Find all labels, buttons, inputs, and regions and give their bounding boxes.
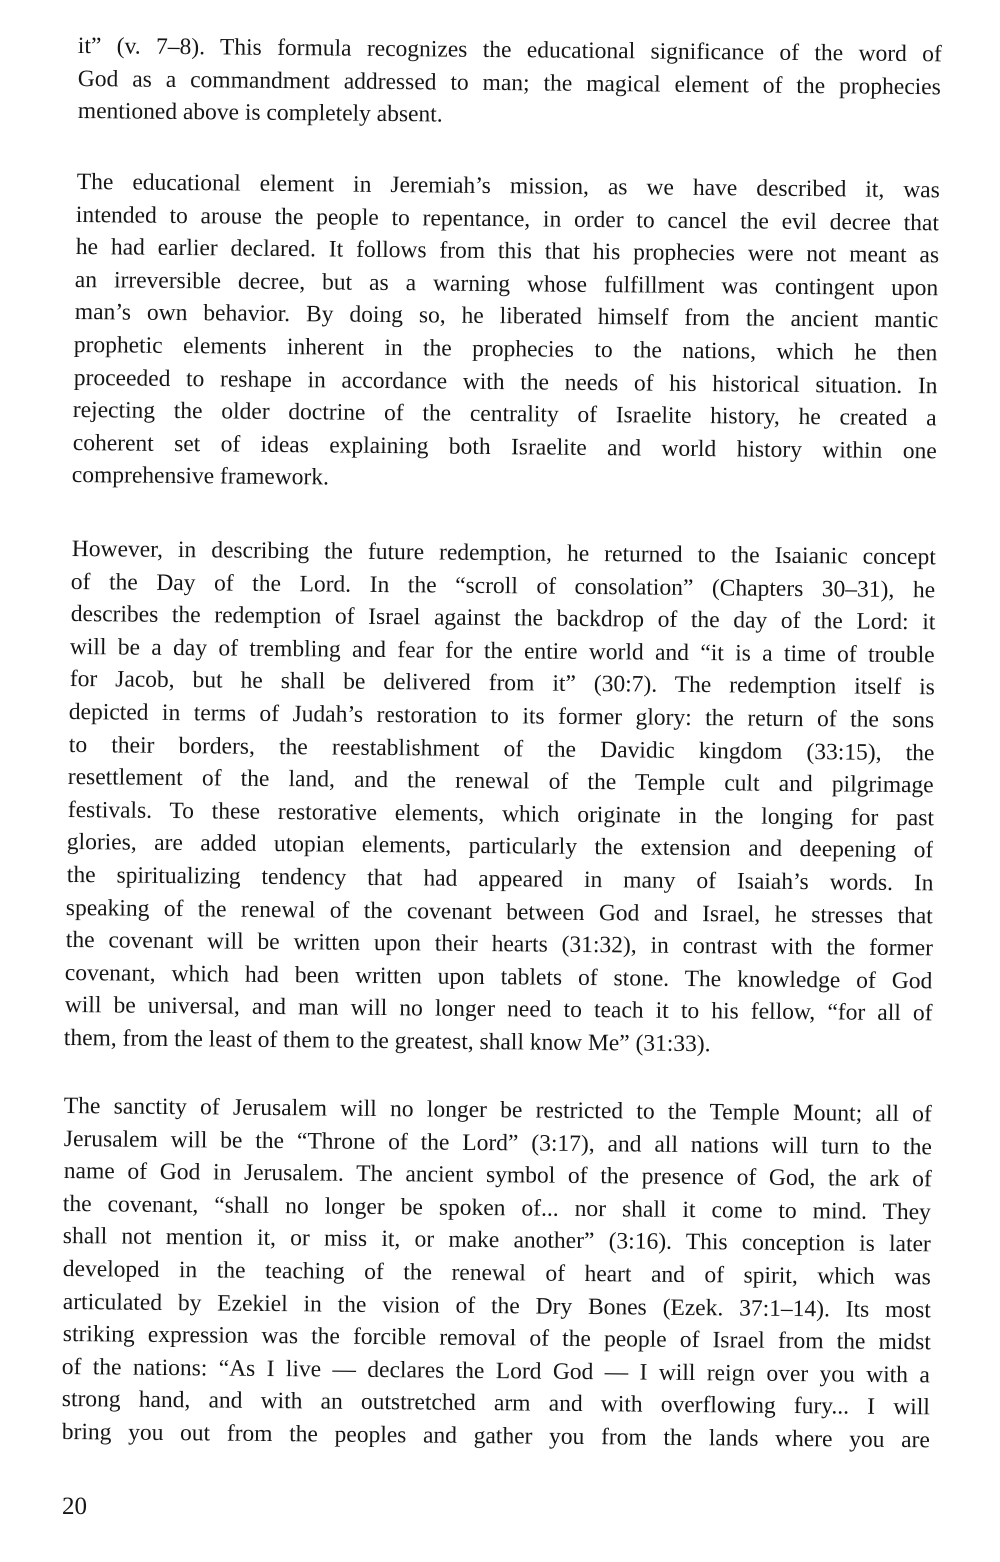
text-line: proceeded to reshape in accordance with the needs of his historical situation. In [73, 364, 938, 399]
text-line: festivals. To these restorative elements, which originate in the longing for past [67, 796, 934, 832]
text-line: resettlement of the land, and the renewal of the Temple cult and pilgrimage [68, 764, 935, 799]
text-line: for Jacob, but he shall be delivered from it” (30:7). The redemption itself is [69, 666, 935, 701]
text-line: Jerusalem will be the “Throne of the Lord” (3:17), and all nations will turn to the [63, 1125, 932, 1160]
text-line: an irreversible decree, but as a warning whose fulfillment was contingent upon [75, 266, 939, 302]
text-line: the spiritualizing tendency that had appeared in many of Isaiah’s words. In [66, 861, 934, 897]
text-line: rejecting the older doctrine of the centrality of Israelite history, he created a [72, 397, 937, 432]
text-line: articulated by Ezekiel in the vision of the Dry Bones (Ezek. 37:1–14). Its most [62, 1288, 931, 1323]
text-line: strong hand, and with an outstretched arm and with overflowing fury... I will [61, 1386, 931, 1421]
text-line: the covenant, “shall no longer be spoken of... nor shall it come to mind. They [63, 1190, 932, 1226]
text-line: of the Day of the Lord. In the “scroll of consolation” (Chapters 30–31), he [71, 568, 936, 603]
text-line: covenant, which had been written upon tablets of stone. The knowledge of God [64, 959, 933, 995]
text-line: of the nations: “As I live — declares the Lord God — I will reign over you with a [62, 1353, 931, 1389]
text-line: glories, are added utopian elements, particularly the extension and deepening of [66, 829, 934, 864]
text-line: mentioned above is completely absent. [77, 98, 443, 128]
text-line: God as a commandment addressed to man; the magical element of the prophecies [77, 65, 941, 100]
text-line: shall not mention it, or miss it, or make another” (3:16). This conception is later [62, 1223, 932, 1258]
text-line: prophetic elements inherent in the prophecies to the nations, which he then [73, 331, 938, 367]
text-line: name of God in Jerusalem. The ancient symbol of the presence of God, the ark of [63, 1158, 932, 1193]
text-line: will be a day of trembling and fear for the entire world and “it is a time of trouble [70, 633, 936, 669]
text-line: coherent set of ideas explaining both Israelite and world history within one [72, 429, 937, 465]
text-line: striking expression was the forcible removal of the people of Israel from the midst [62, 1321, 931, 1356]
text-line: bring you out from the peoples and gather you from the lands where you are [61, 1419, 930, 1454]
text-line: intended to arouse the people to repentance, in order to cancel the evil decree that [76, 201, 940, 236]
text-line: to their borders, the reestablishment of the Davidic kingdom (33:15), the [68, 731, 935, 766]
text-line: it” (v. 7–8). This formula recognizes the educational significance of the word of [77, 32, 942, 68]
text-line: man’s own behavior. By doing so, he liberated himself from the ancient mantic [74, 299, 939, 334]
text-line: The educational element in Jeremiah’s mission, as we have described it, was [76, 168, 940, 204]
text-line: the covenant will be written upon their hearts (31:32), in contrast with the former [65, 927, 933, 962]
text-line: them, from the least of them to the greatest, shall know Me” (31:33). [63, 1025, 711, 1058]
text-line: describes the redemption of Israel against the backdrop of the day of the Lord: it [70, 601, 936, 636]
text-line: speaking of the renewal of the covenant between God and Israel, he stresses that [65, 894, 933, 929]
text-line: depicted in terms of Judah’s restoration to its former glory: the return of the sons [69, 698, 935, 734]
text-line: However, in describing the future redemption, he returned to the Isaianic concept [71, 535, 936, 571]
text-line: comprehensive framework. [71, 462, 330, 491]
text-line: developed in the teaching of the renewal of heart and of spirit, which was [62, 1256, 931, 1291]
text-line: will be universal, and man will no longer need to teach it to his fellow, “for all of [64, 992, 933, 1027]
text-line: he had earlier declared. It follows from this that his prophecies were not meant as [75, 234, 940, 269]
text-line: The sanctity of Jerusalem will no longer be restricted to the Temple Mount; all of [63, 1093, 932, 1128]
page-number: 20 [62, 1493, 87, 1520]
